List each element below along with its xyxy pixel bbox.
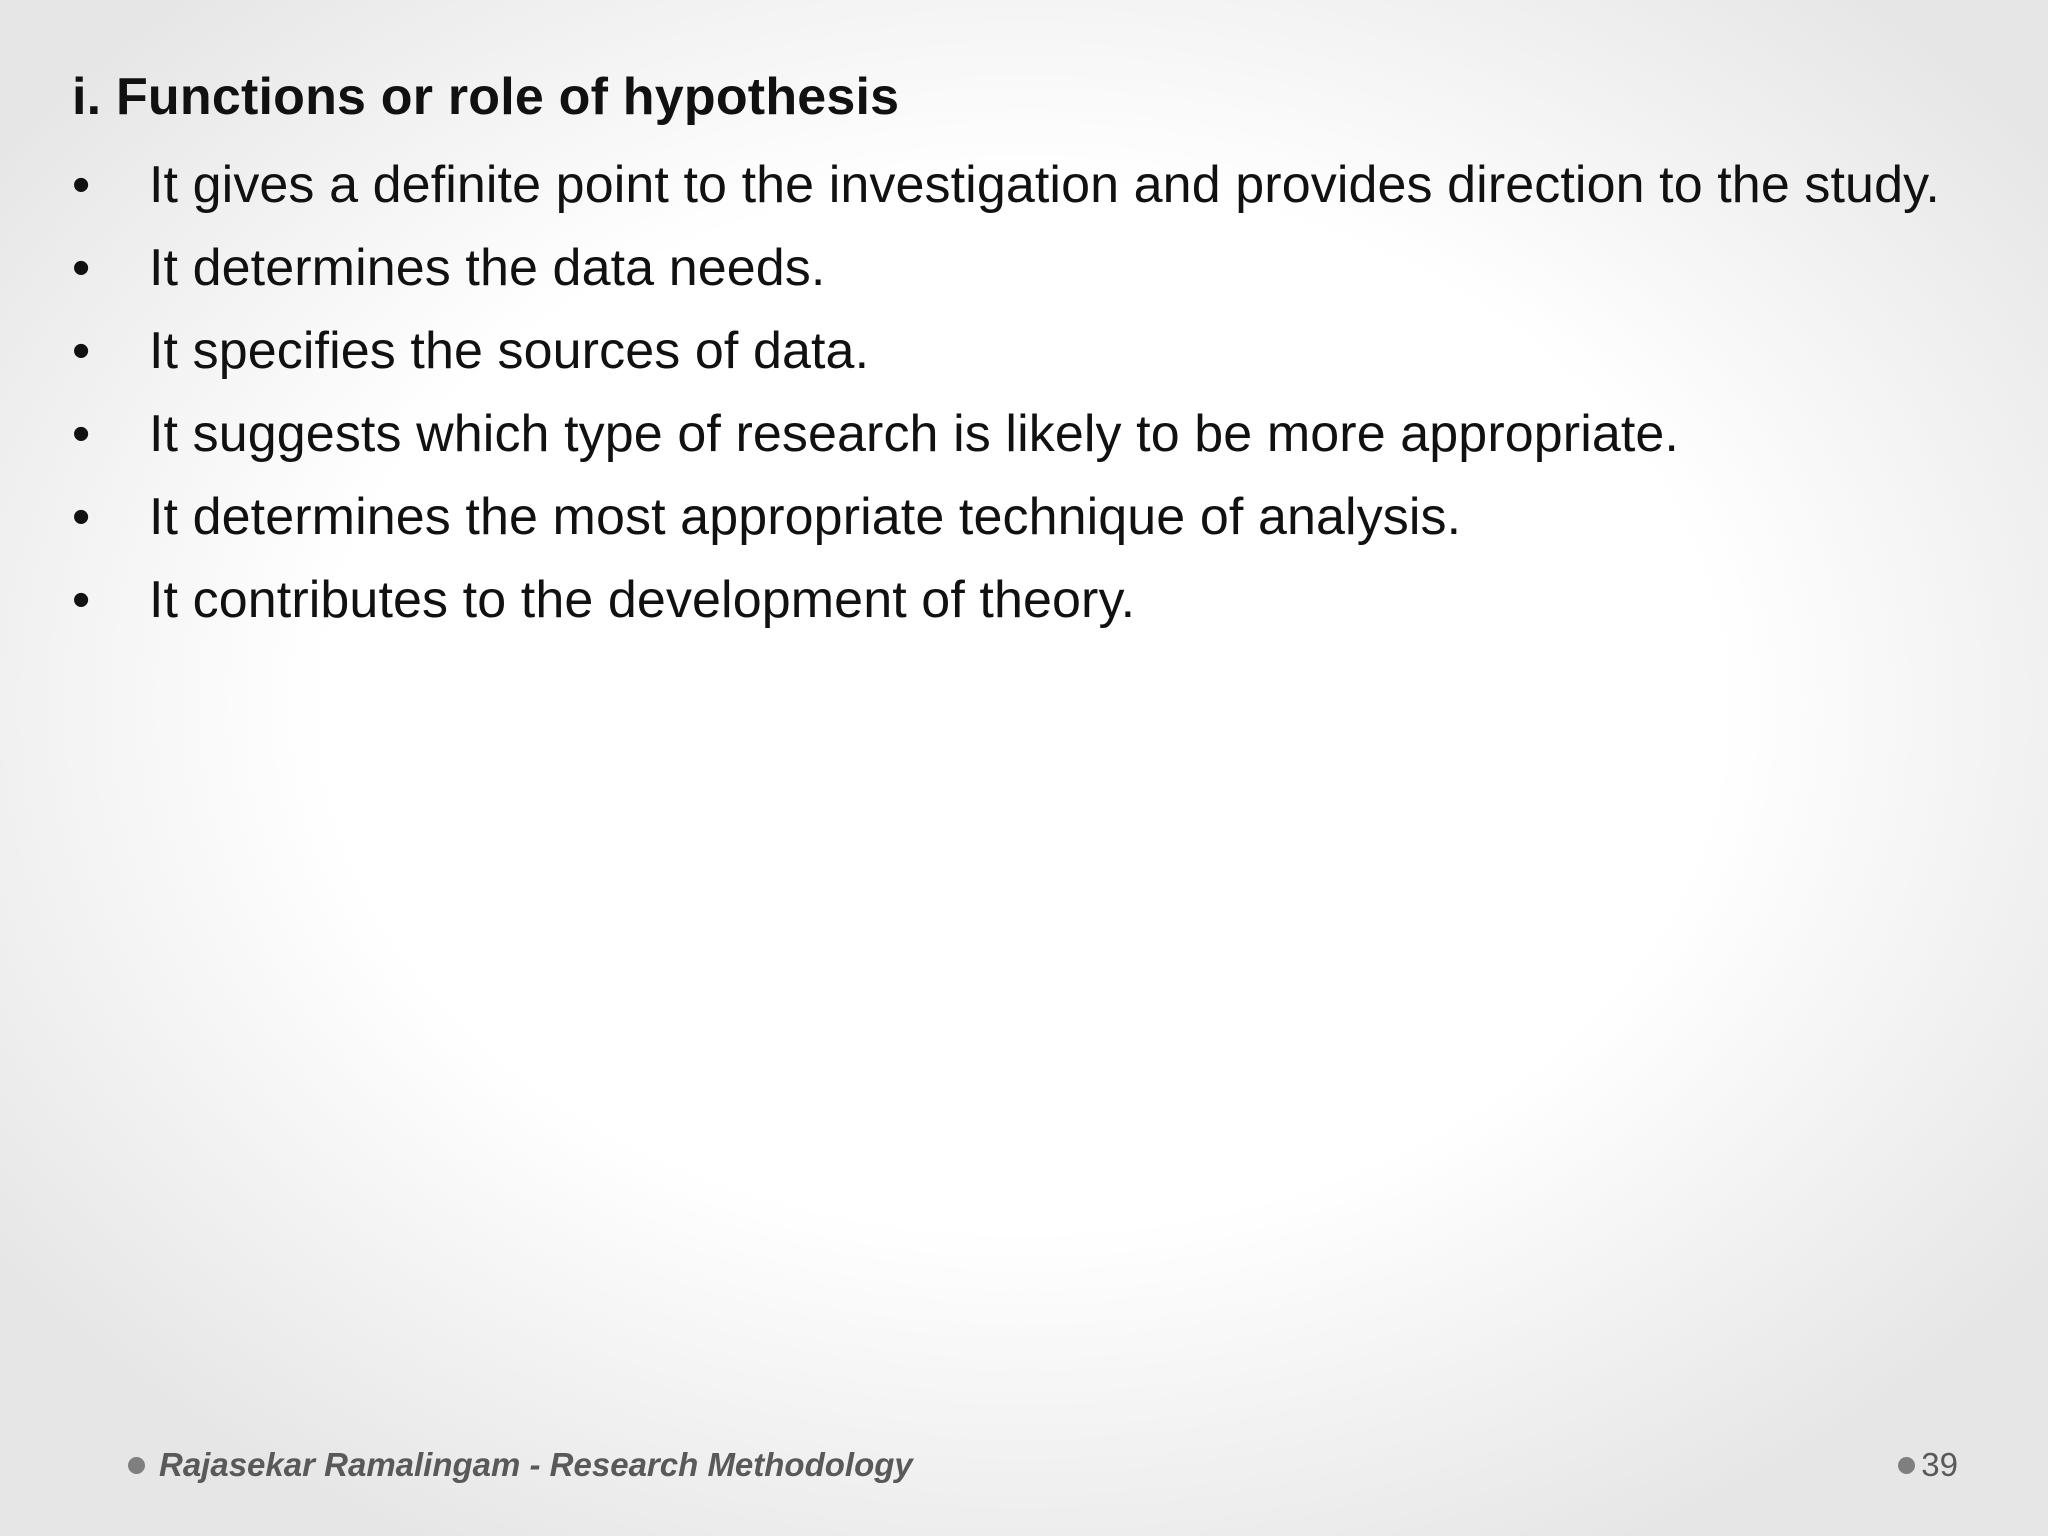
bullet-icon: •: [72, 571, 91, 629]
page-number-area: [1898, 1446, 1958, 1484]
bullet-list: [72, 150, 1962, 648]
bullet-text: It determines the data needs.: [149, 239, 826, 297]
bullet-icon: •: [72, 322, 91, 380]
bullet-text: It contributes to the development of theory.: [149, 571, 1136, 629]
bullet-item: [72, 482, 1962, 552]
footer-dot-icon: [128, 1457, 145, 1474]
bullet-item: [72, 233, 1962, 303]
page-dot-icon: [1898, 1457, 1915, 1474]
bullet-icon: •: [72, 239, 91, 297]
bullet-item: [72, 565, 1962, 635]
bullet-icon: •: [72, 488, 91, 546]
bullet-text: It specifies the sources of data.: [149, 322, 870, 380]
bullet-item: [72, 150, 1962, 220]
page-number: 39: [1921, 1446, 1958, 1483]
slide-heading: i. Functions or role of hypothesis: [72, 68, 900, 126]
bullet-item: [72, 316, 1962, 386]
footer-text: Rajasekar Ramalingam - Research Methodology: [159, 1446, 913, 1483]
bullet-icon: •: [72, 156, 91, 214]
bullet-text: It determines the most appropriate technique of analysis.: [149, 488, 1462, 546]
bullet-text: It suggests which type of research is likely to be more appropriate.: [149, 405, 1679, 463]
footer: [128, 1446, 913, 1484]
bullet-text: It gives a definite point to the investigation and provides direction to the study.: [149, 156, 1940, 214]
bullet-item: [72, 399, 1962, 469]
bullet-icon: •: [72, 405, 91, 463]
